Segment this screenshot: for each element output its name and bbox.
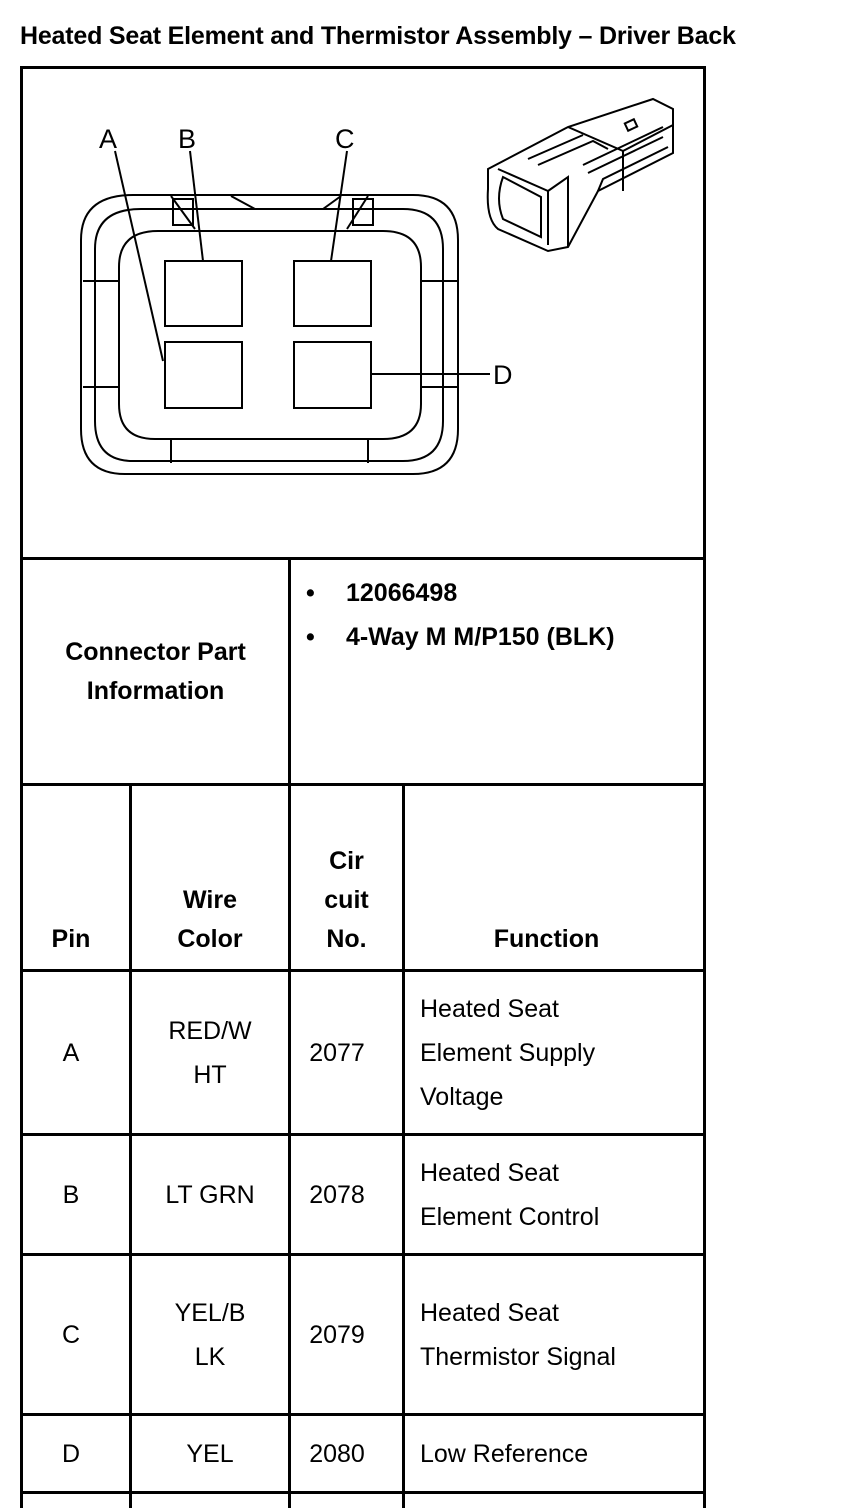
bullet-connector-desc: • 4-Way M M/P150 (BLK) bbox=[306, 623, 615, 651]
cavity-c bbox=[294, 261, 371, 326]
connector-face-diagram bbox=[23, 69, 703, 559]
cavity-a bbox=[165, 342, 242, 408]
bullet-part-number: • 12066498 bbox=[306, 579, 458, 607]
row-b-function: Heated Seat Element Control bbox=[420, 1158, 600, 1231]
row-b-pin: B bbox=[62, 1180, 80, 1209]
document-title: Heated Seat Element and Thermistor Assembly – Driver Back bbox=[20, 22, 736, 50]
row-d-wire-color: YEL bbox=[186, 1439, 234, 1468]
pin-label-b: B bbox=[178, 124, 197, 154]
pin-label-c: C bbox=[335, 124, 355, 154]
row-c-pin: C bbox=[61, 1320, 81, 1349]
header-function: Function bbox=[493, 925, 600, 953]
header-circuit-no: Cir cuit No. bbox=[324, 847, 369, 953]
row-a-function: Heated Seat Element Supply Voltage bbox=[420, 994, 596, 1111]
cavity-d bbox=[294, 342, 371, 408]
row-a-wire-color: RED/W HT bbox=[168, 1016, 252, 1089]
connector-housing-outline bbox=[81, 195, 458, 474]
row-d-function: Low Reference bbox=[420, 1439, 589, 1468]
row-a-circuit: 2077 bbox=[309, 1038, 365, 1067]
pin-label-d: D bbox=[493, 360, 513, 390]
row-c-wire-color: YEL/B LK bbox=[174, 1298, 246, 1371]
leader-line-a bbox=[115, 151, 163, 361]
cavity-b bbox=[165, 261, 242, 326]
leader-line-c bbox=[331, 151, 347, 261]
leader-line-b bbox=[190, 151, 203, 261]
connector-isometric-illustration bbox=[488, 99, 673, 251]
row-a-pin: A bbox=[62, 1038, 80, 1067]
part-number: 12066498 bbox=[346, 579, 458, 607]
connector-description: 4-Way M M/P150 (BLK) bbox=[346, 623, 615, 651]
row-b-circuit: 2078 bbox=[309, 1180, 365, 1209]
header-pin: Pin bbox=[51, 925, 91, 953]
connector-info-label: Connector Part Information bbox=[65, 637, 246, 705]
rule-row-d-bottom bbox=[20, 1491, 706, 1494]
header-wire-color: Wire Color bbox=[177, 886, 243, 953]
row-d-pin: D bbox=[61, 1439, 81, 1468]
row-c-function: Heated Seat Thermistor Signal bbox=[420, 1298, 616, 1371]
row-b-wire-color: LT GRN bbox=[165, 1180, 255, 1209]
pin-label-a: A bbox=[99, 124, 118, 154]
row-c-circuit: 2079 bbox=[309, 1320, 365, 1349]
row-d-circuit: 2080 bbox=[309, 1439, 365, 1468]
